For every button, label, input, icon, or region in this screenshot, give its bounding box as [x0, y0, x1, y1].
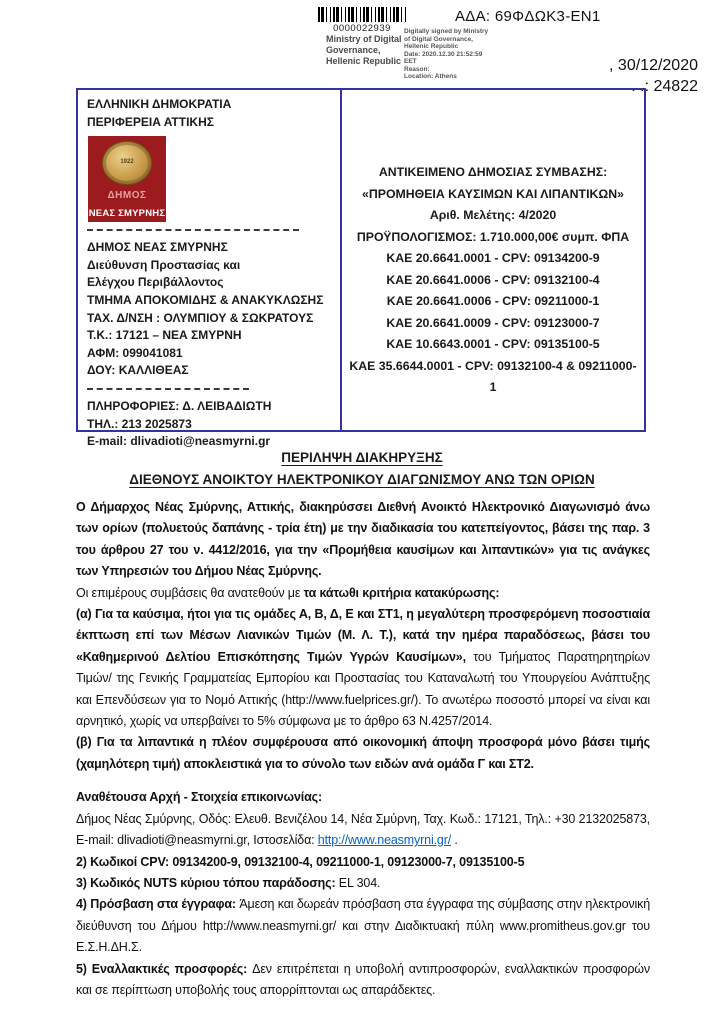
letterhead-contact-line: ΠΛΗΡΟΦΟΡΙΕΣ: Δ. ΛΕΙΒΑΔΙΩΤΗ	[87, 398, 272, 413]
digital-signature-line: Date: 2020.12.30 21:52:59	[404, 50, 483, 58]
paragraph-criteria-intro	[76, 583, 650, 604]
text-segment: Δήμος Νέας Σμύρνης, Οδός: Ελευθ. Βενιζέλου 14, Νέα Σμύρνη, Ταχ. Κωδ.: 17121, Τηλ.: +30 2132025873, E-mail: dlivadioti@neasmyrni.gr, Ιστοσελίδα:	[76, 811, 650, 848]
letterhead-line: Τ.Κ.: 17121 – ΝΕΑ ΣΜΥΡΝΗ	[87, 328, 242, 343]
text-segment: (α) Για τα καύσιμα, ήτοι για τις ομάδες Α, Β, Δ, Ε και ΣΤ1, η μεγαλύτερη προσφερόμενη ποσοστιαία έκπτωση επί των Μέσων Λιανικών Τιμών (Μ. Λ. Τ.), κατά την ημέρα παραδόσεως, βάσει του «Καθημερινού Δελτίου Επισκόπησης Τιμών Υγρών Καυσίμων»,	[76, 607, 650, 664]
letterhead-contact	[87, 398, 332, 451]
document-title	[0, 447, 724, 491]
text-segment: 3) Κωδικός NUTS κύριου τόπου παράδοσης:	[76, 875, 339, 890]
text-segment: Οι επιμέρους συμβάσεις θα ανατεθούν με	[76, 585, 304, 600]
title-line-1: ΠΕΡΙΛΗΨΗ ΔΙΑΚΗΡΥΞΗΣ	[281, 450, 443, 465]
letterhead-line: ΑΦΜ: 099041081	[87, 345, 183, 360]
title-line-2: ΔΙΕΘΝΟΥΣ ΑΝΟΙΚΤΟΥ ΗΛΕΚΤΡΟΝΙΚΟΥ ΔΙΑΓΩΝΙΣΜΟΥ ΑΝΩ ΤΩΝ ΟΡΙΩΝ	[129, 472, 595, 487]
website-link[interactable]: http://www.neasmyrni.gr/	[317, 833, 452, 848]
text-segment: Δεν επιτρέπεται η υποβολή αντιπροσφορών, εναλλακτικών προσφορών και σε περίπτωση υποβολής τους απορρίπτονται ως απαράδεκτες.	[76, 961, 650, 997]
letterhead-contact-line: E-mail: dlivadioti@neasmyrni.gr	[87, 434, 271, 449]
municipality-logo	[88, 136, 166, 222]
letterhead-line: ΤΜΗΜΑ ΑΠΟΚΟΜΙΔΗΣ & ΑΝΑΚΥΚΛΩΣΗΣ	[87, 292, 324, 307]
letterhead-box	[76, 88, 646, 449]
text-segment: (β) Για τα λιπαντικά η πλέον συμφέρουσα από οικονομική άποψη προσφορά μόνο βάσει τιμής (χαμηλότερη τιμή) αποκλειστικά για το σύνολο των ειδών ανά ομάδα Γ και ΣΤ2.	[76, 735, 650, 771]
subject-line: Αριθ. Μελέτης: 4/2020	[429, 208, 557, 222]
digital-signature-line: Digitally signed by Ministry	[404, 28, 489, 35]
paragraph-nuts-code	[76, 873, 650, 894]
letterhead-contact-line: ΤΗΛ.: 213 2025873	[87, 416, 192, 431]
ministry-stamp-line: Hellenic Republic	[326, 56, 402, 66]
digital-signature-line: of Digital Governance,	[404, 35, 473, 43]
logo-caption-top: ΔΗΜΟΣ	[107, 190, 147, 201]
paragraph-contracting-authority-heading	[76, 787, 650, 808]
digital-signature-line: Hellenic Republic	[404, 43, 459, 50]
subject-line: ΚΑΕ 20.6641.0006 - CPV: 09132100-4	[386, 272, 600, 287]
text-segment: EL 304.	[338, 875, 381, 890]
text-segment: Αναθέτουσα Αρχή - Στοιχεία επικοινωνίας:	[76, 790, 322, 805]
coin-emblem	[102, 141, 152, 185]
divider-line	[87, 388, 249, 390]
paragraph-intro	[76, 497, 650, 583]
document-date: , 30/12/2020	[609, 57, 698, 74]
text-segment: 2) Κωδικοί CPV: 09134200-9, 09132100-4, 09211000-1, 09123000-7, 09135100-5	[76, 854, 525, 869]
ada-code: ΑΔΑ: 69ΦΔΩΚ3-ΕΝ1	[455, 8, 601, 25]
paragraph-criterion-a	[76, 604, 650, 732]
logo-caption-bottom: ΝΕΑΣ ΣΜΥΡΝΗΣ	[88, 207, 166, 219]
subject-line: ΚΑΕ 20.6641.0006 - CPV: 09211000-1	[386, 294, 600, 308]
digital-signature-line: Reason:	[404, 65, 430, 73]
subject-line: «ΠΡΟΜΗΘΕΙΑ ΚΑΥΣΙΜΩΝ ΚΑΙ ΛΙΠΑΝΤΙΚΩΝ»	[362, 186, 624, 201]
divider-line	[87, 229, 299, 231]
subject-line: ΚΑΕ 20.6641.0009 - CPV: 09123000-7	[386, 315, 600, 330]
letterhead-lines	[87, 257, 332, 380]
digital-signature-line: EET	[404, 58, 417, 65]
protocol-number: . .: 24822	[631, 78, 698, 95]
text-segment: 4) Πρόσβαση στα έγγραφα:	[76, 897, 240, 912]
text-segment: 5) Εναλλακτικές προσφορές:	[76, 961, 253, 976]
text-segment: Ο Δήμαρχος Νέας Σμύρνης, Αττικής, διακηρύσσει Διεθνή Ανοικτό Ηλεκτρονικό Διαγωνισμό άνω των ορίων (πολυετούς δαπάνης - τρία έτη) με την διαδικασία του κατεπείγοντος, βάσει της παρ. 3 του άρθρου 27 του ν. 4412/2016, για την «Προμήθεια καυσίμων και λιπαντικών» για τις ανάγκες των Υπηρεσιών του Δήμου Νέας Σμύρνης.	[76, 500, 650, 579]
paragraph-contracting-authority-details	[76, 809, 650, 852]
letterhead-line: ΤΑΧ. Δ/ΝΣΗ : ΟΛΥΜΠΙΟΥ & ΣΩΚΡΑΤΟΥΣ	[87, 310, 314, 325]
paragraph-alternative-offers	[76, 959, 650, 1002]
region-name: ΠΕΡΙΦΕΡΕΙΑ ΑΤΤΙΚΗΣ	[87, 114, 214, 129]
subject-box	[340, 90, 644, 430]
ministry-stamp-line: Ministry of Digital	[326, 34, 402, 44]
digital-signature-note	[404, 28, 512, 81]
text-segment: .	[451, 833, 458, 848]
paragraph-document-access	[76, 894, 650, 958]
paragraph-criterion-b	[76, 732, 650, 775]
text-segment: τα κάτωθι κριτήρια κατακύρωσης:	[303, 585, 500, 600]
subject-line: ΠΡΟΫΠΟΛΟΓΙΣΜΟΣ: 1.710.000,00€ συμπ. ΦΠΑ	[356, 229, 630, 244]
coin-year: 1922	[120, 159, 134, 166]
country-name: ΕΛΛΗΝΙΚΗ ΔΗΜΟΚΡΑΤΙΑ	[87, 97, 232, 111]
letterhead-line: Ελέγχου Περιβάλλοντος	[87, 275, 224, 290]
subject-line: ΚΑΕ 10.6643.0001 - CPV: 09135100-5	[386, 337, 600, 351]
subject-line: ΑΝΤΙΚΕΙΜΕΝΟ ΔΗΜΟΣΙΑΣ ΣΥΜΒΑΣΗΣ:	[378, 165, 608, 179]
letterhead-line: ΔΟΥ: ΚΑΛΛΙΘΕΑΣ	[87, 363, 189, 378]
municipality-name: ΔΗΜΟΣ ΝΕΑΣ ΣΜΥΡΝΗΣ	[87, 240, 228, 255]
text-segment: του Τμήματος Παρατηρητηρίων Τιμών/ της Γενικής Γραμματείας Εμπορίου και Προστασίας του Καταναλωτή του Υπουργείου Ανάπτυξης και Επενδύσεων για το Νομό Αττικής (http://www.fuelprices.gr/). Το ανωτέρω ποσοστό μπορεί να είναι και αρνητικό, χωρίς να υπερβαίνει το 5% σύμφωνα με το άρθρο 63 Ν.4257/2014.	[76, 649, 650, 729]
digital-signature-line: Location: Athens	[404, 73, 457, 80]
ministry-stamp-line: Governance,	[326, 45, 381, 55]
paragraph-cpv-codes	[76, 852, 650, 873]
letterhead	[78, 90, 340, 449]
subject-line: ΚΑΕ 20.6641.0001 - CPV: 09134200-9	[386, 251, 600, 265]
document-body	[76, 497, 650, 1001]
barcode	[318, 7, 406, 22]
letterhead-line: Διεύθυνση Προστασίας και	[87, 257, 241, 272]
barcode-number: 0000022939	[333, 23, 391, 34]
subject-line: ΚΑΕ 35.6644.0001 - CPV: 09132100-4 & 09211000-1	[349, 358, 637, 394]
text-segment: Άμεση και δωρεάν πρόσβαση στα έγγραφα της σύμβασης στην ηλεκτρονική διεύθυνση του Δήμου http://www.neasmyrni.gr/ και στην Διαδικτυακή πύλη www.promitheus.gov.gr του Ε.Σ.Η.ΔΗ.Σ.	[76, 897, 651, 955]
